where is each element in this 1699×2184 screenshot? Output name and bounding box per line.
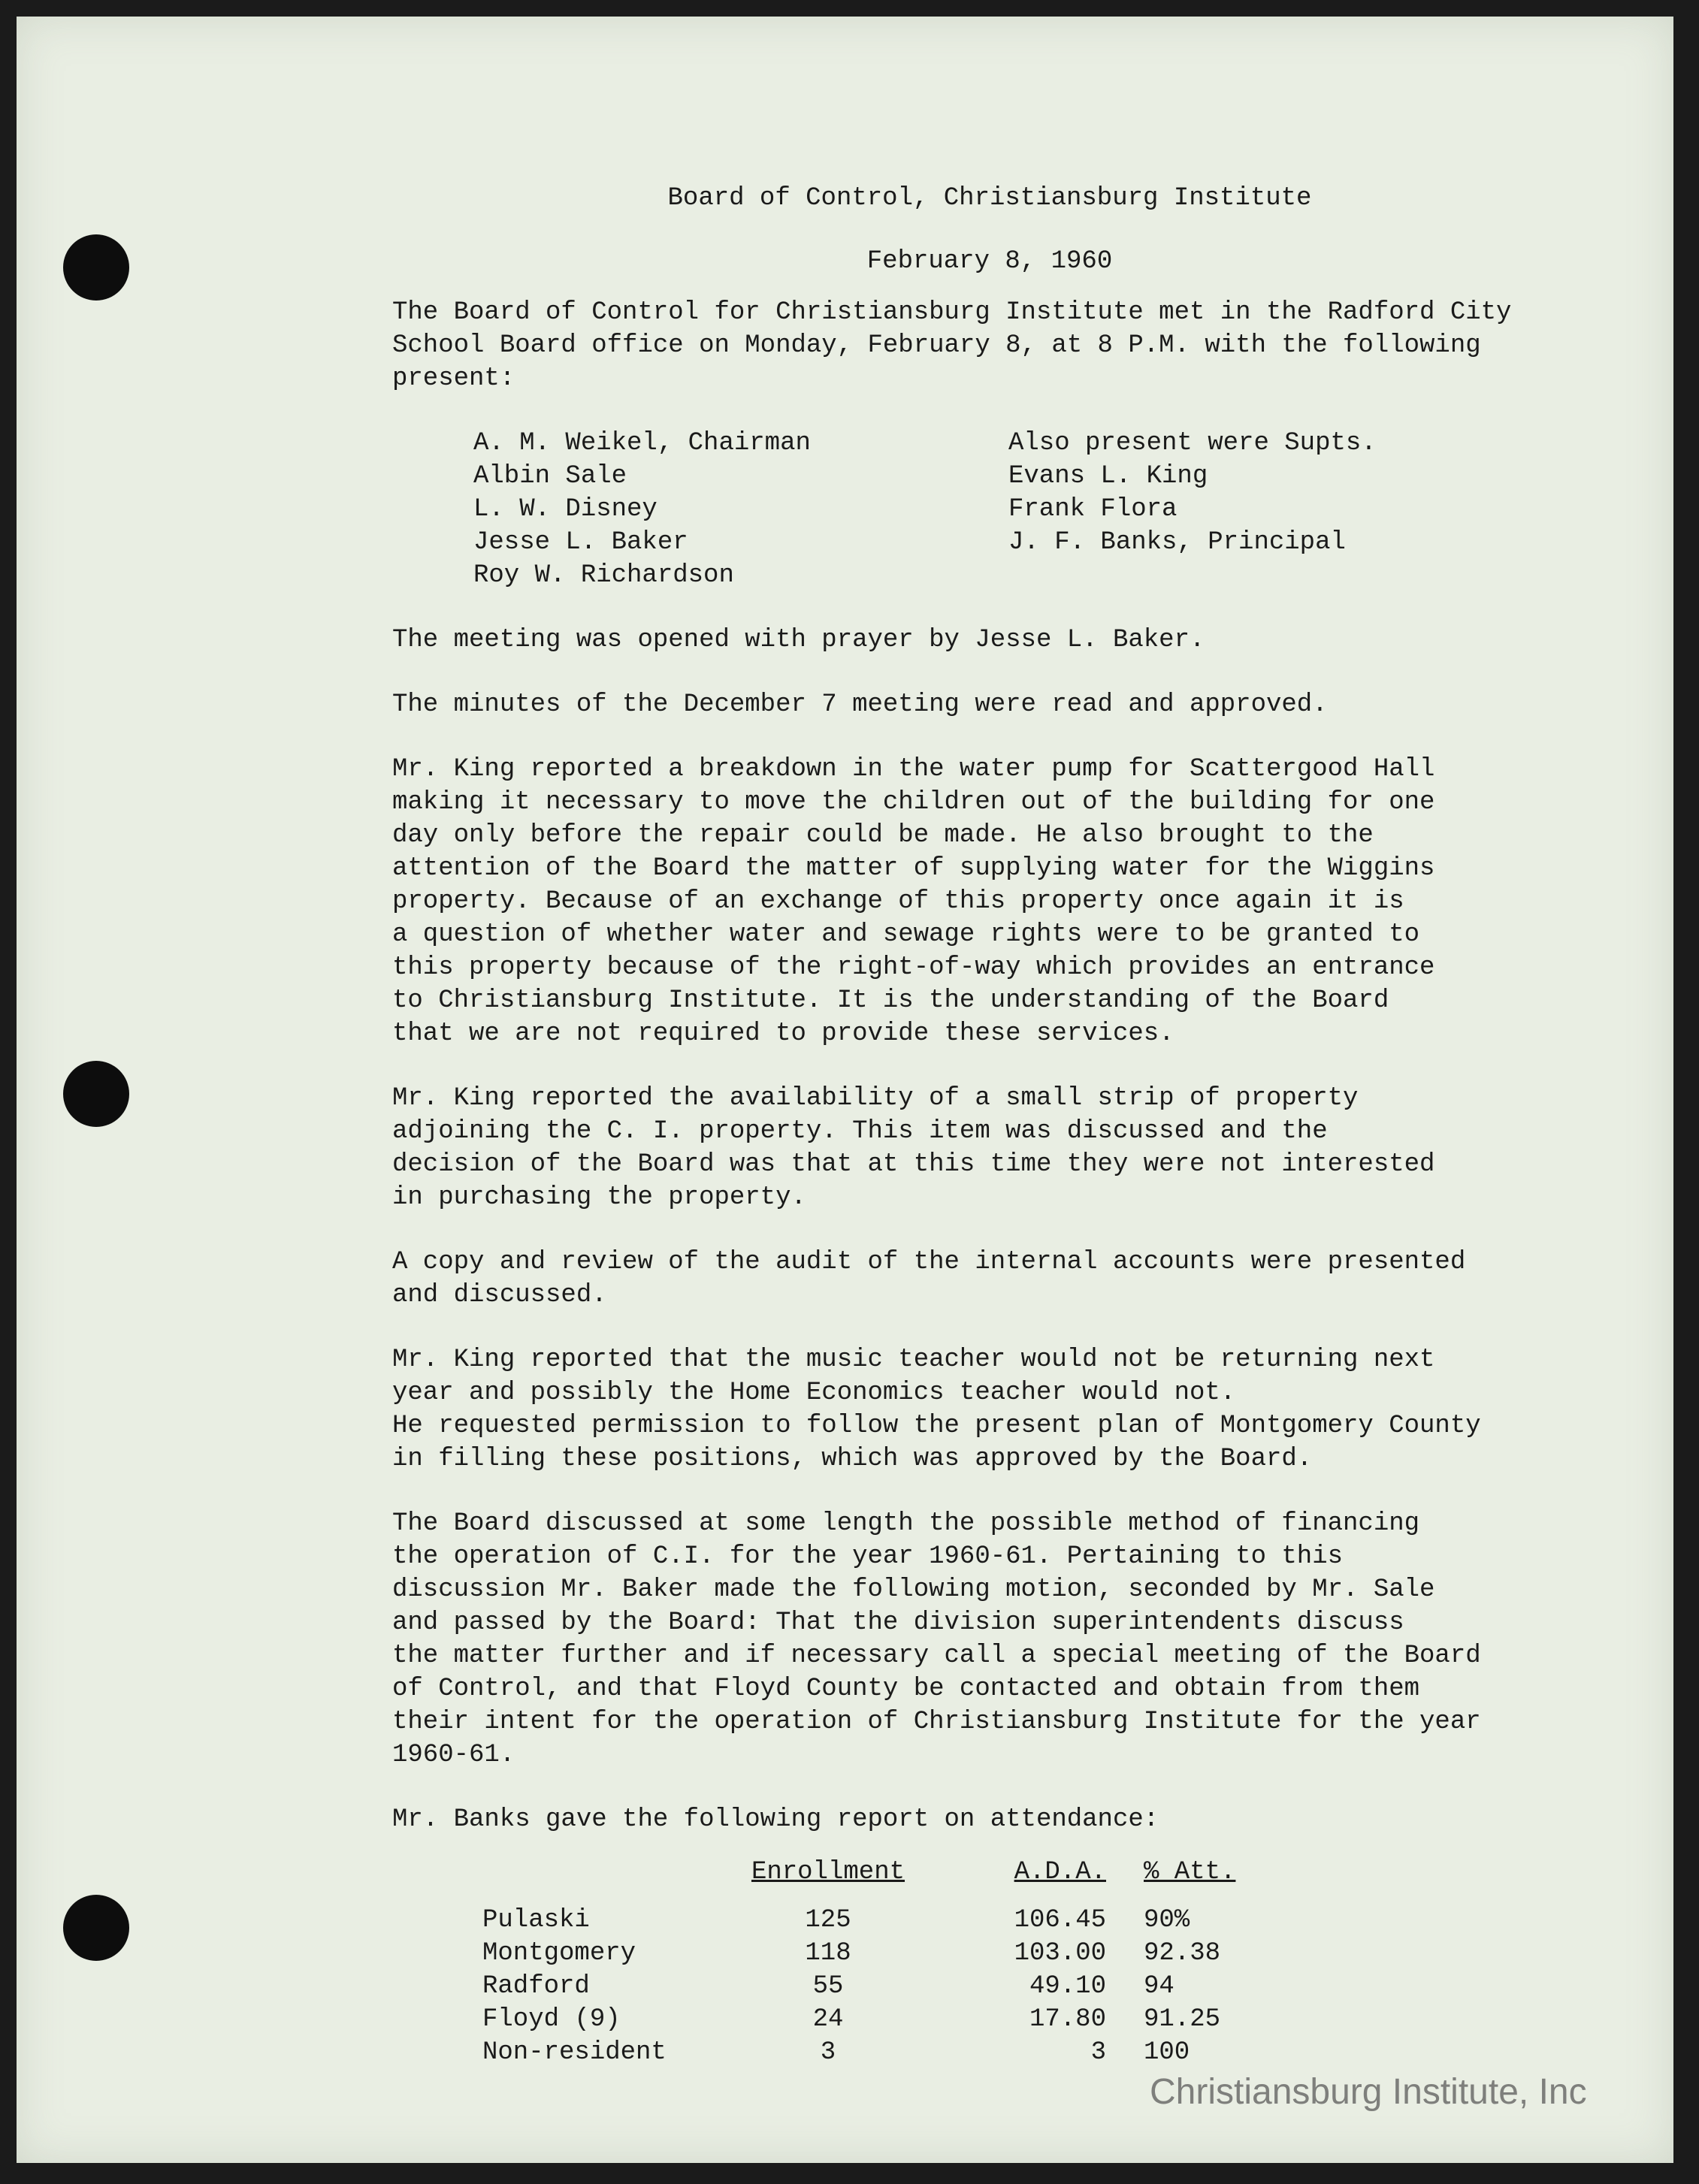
table-header-row: [482, 1856, 1587, 1889]
watermark-text: Christiansburg Institute, Inc: [1150, 2072, 1587, 2112]
attendee: Frank Flora: [1008, 495, 1178, 524]
table-cell: 100: [1144, 2038, 1190, 2067]
attendee: Roy W. Richardson: [473, 561, 734, 590]
paragraph-teachers: Mr. King reported that the music teacher would not be returning next year and possibly the Home Economics teacher would not. He requested permission to follow the present plan of Montgomery County in filling these positions, which was approved by the Board.: [392, 1346, 1481, 1473]
binder-hole-bottom: [63, 1895, 129, 1961]
table-header: % Att.: [1144, 1858, 1236, 1886]
binder-hole-top: [63, 234, 129, 301]
table-cell: Montgomery: [482, 1939, 636, 1968]
table-cell: Non-resident: [482, 2038, 667, 2067]
table-row: [482, 1904, 1587, 1937]
paragraph-financing: The Board discussed at some length the possible method of financing the operation of C.I. for the year 1960-61. Pertaining to this discussion Mr. Baker made the following motion, seconded by Mr. Sale and passed by the Board: That the division superintendents discuss the matter further and if necessary call a special meeting of the Board of Control, and that Floyd County be contacted and obtain from them their intent for the operation of Christiansburg Institute for the year 1960-61.: [392, 1509, 1481, 1769]
paragraph-prayer: The meeting was opened with prayer by Jesse L. Baker.: [392, 626, 1205, 654]
table-cell: Pulaski: [482, 1906, 590, 1935]
table-cell: 118: [805, 1939, 851, 1968]
table-cell: 92.38: [1144, 1939, 1221, 1968]
table-cell: Radford: [482, 1972, 590, 2001]
table-cell: 24: [812, 2005, 844, 2034]
paragraph-minutes: The minutes of the December 7 meeting were read and approved.: [392, 690, 1328, 719]
table-header: A.D.A.: [1014, 1858, 1106, 1886]
table-cell: 55: [812, 1972, 844, 2001]
table-row: [482, 1970, 1587, 2003]
document-title: Board of Control, Christiansburg Institute: [667, 184, 1312, 213]
binder-hole-middle: [63, 1061, 129, 1127]
document-page: [17, 17, 1673, 2163]
minutes-document: [392, 182, 1587, 2069]
table-cell: 106.45: [1014, 1906, 1106, 1935]
attendance-table: [482, 1856, 1587, 2069]
board-members-column: [473, 427, 1008, 592]
table-header: [482, 1856, 730, 1889]
others-present-column: [1008, 427, 1543, 592]
table-cell: 94: [1144, 1972, 1174, 2001]
attendee: Evans L. King: [1008, 462, 1208, 491]
paragraph-attendance-intro: Mr. Banks gave the following report on attendance:: [392, 1805, 1159, 1834]
table-cell: 3: [820, 2038, 836, 2067]
attendee-list: [473, 427, 1587, 592]
attendee: J. F. Banks, Principal: [1008, 528, 1346, 557]
attendee: Also present were Supts.: [1008, 429, 1377, 458]
attendee: L. W. Disney: [473, 495, 658, 524]
table-cell: 103.00: [1014, 1939, 1106, 1968]
table-row: [482, 1937, 1587, 1970]
table-header: Enrollment: [751, 1858, 905, 1886]
intro-paragraph: The Board of Control for Christiansburg Institute met in the Radford City School Board office on Monday, February 8, at 8 P.M. with the following present:: [392, 298, 1512, 393]
attendee: Albin Sale: [473, 462, 627, 491]
table-cell: 125: [805, 1906, 851, 1935]
table-row: [482, 2036, 1587, 2069]
meeting-date: February 8, 1960: [866, 247, 1113, 276]
table-cell: 3: [1090, 2038, 1106, 2067]
paragraph-audit: A copy and review of the audit of the internal accounts were presented and discussed.: [392, 1248, 1466, 1309]
table-cell: 17.80: [1029, 2005, 1106, 2034]
table-cell: 90%: [1144, 1906, 1190, 1935]
attendee: A. M. Weikel, Chairman: [473, 429, 811, 458]
table-cell: Floyd (9): [482, 2005, 621, 2034]
table-row: [482, 2003, 1587, 2036]
table-cell: 91.25: [1144, 2005, 1221, 2034]
paragraph-property-strip: Mr. King reported the availability of a small strip of property adjoining the C. I. property. This item was discussed and the decision of the Board was that at this time they were not interested in purchasing the property.: [392, 1084, 1435, 1212]
table-cell: 49.10: [1029, 1972, 1106, 2001]
paragraph-water-pump: Mr. King reported a breakdown in the water pump for Scattergood Hall making it necessary to move the children out of the building for one day only before the repair could be made. He also brought to the attention of the Board the matter of supplying water for the Wiggins property. Because of an exchange of this property once again it is a question of whether water and sewage rights were to be granted to this property because of the right-of-way which provides an entrance to Christiansburg Institute. It is the understanding of the Board that we are not required to provide these services.: [392, 755, 1435, 1048]
attendee: Jesse L. Baker: [473, 528, 688, 557]
